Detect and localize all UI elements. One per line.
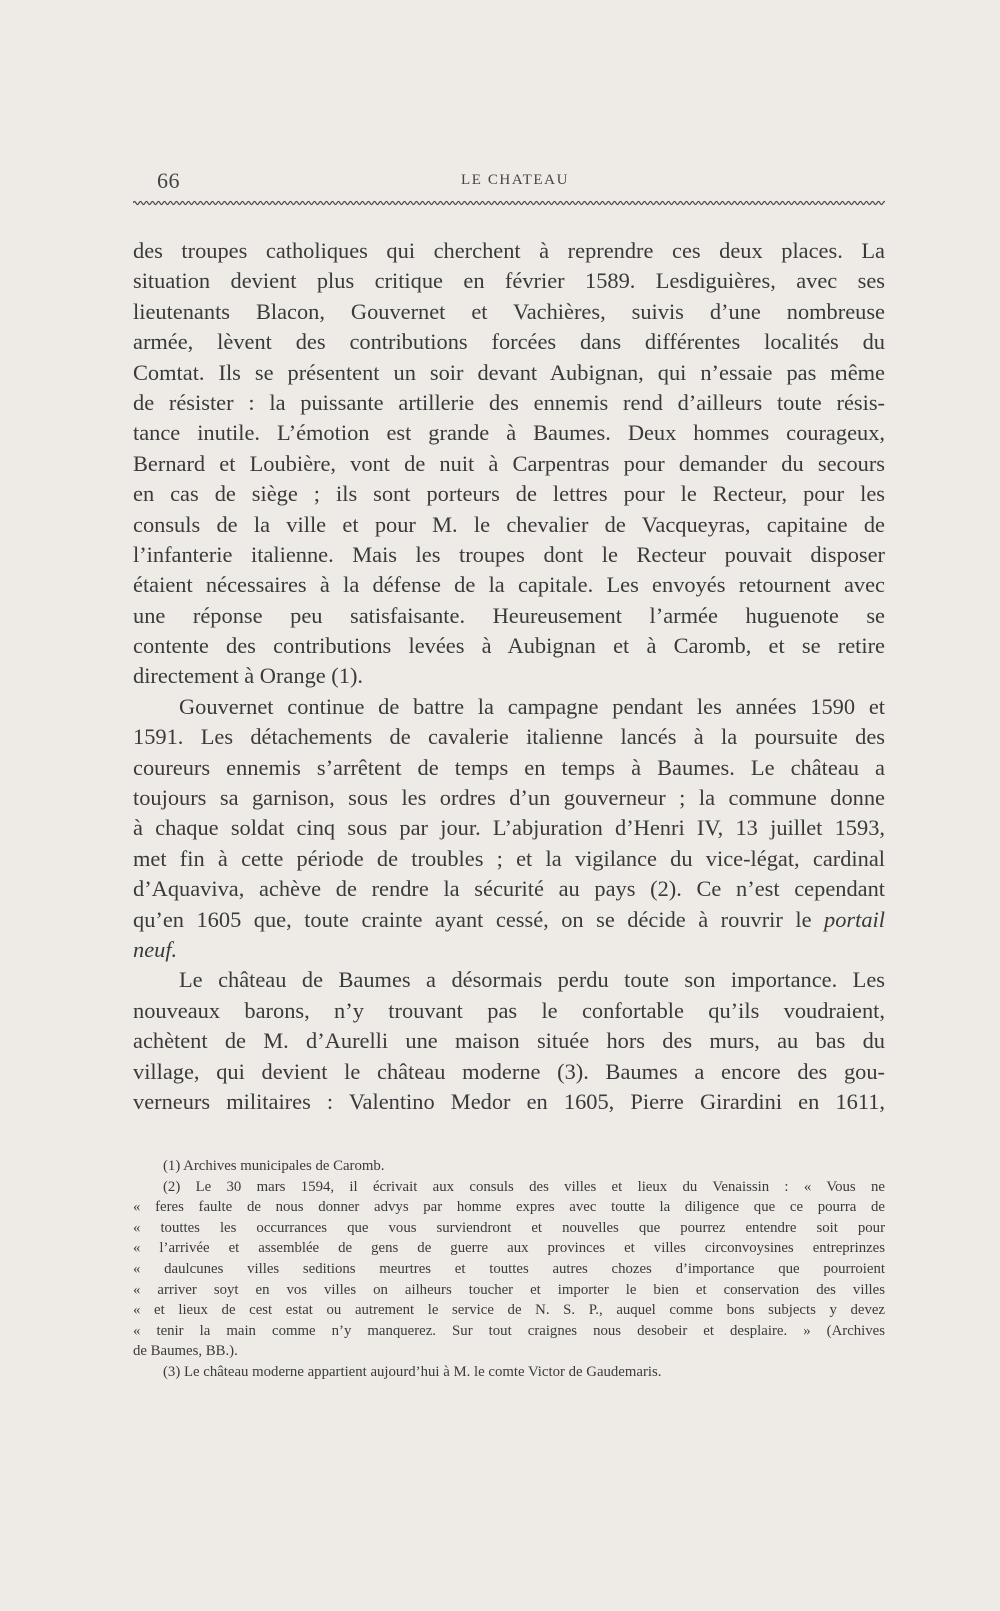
footnote-line: (1) Archives municipales de Caromb. — [163, 1158, 385, 1174]
text-line: lieutenants Blacon, Gouvernet et Vachières, suivis d’une nombreuse — [133, 298, 885, 324]
footnote-line: (2) Le 30 mars 1594, il écrivait aux consuls des villes et lieux du Venaissin : « Vous ne — [163, 1178, 885, 1195]
text-line: toujours sa garnison, sous les ordres d’un gouverneur ; la commune donne — [133, 785, 885, 811]
text-line: met fin à cette période de troubles ; et la vigilance du vice-légat, cardinal — [133, 845, 885, 871]
text-span: qu’en 1605 que, toute crainte ayant cessé, on se décide à rouvrir le — [133, 906, 812, 932]
text-line: Comtat. Ils se présentent un soir devant Aubignan, qui n’essaie pas même — [133, 359, 885, 385]
text-line: neuf. — [133, 936, 178, 962]
text-line: coureurs ennemis s’arrêtent de temps en temps à Baumes. Le château a — [133, 754, 885, 780]
footnote-line: « arriver soyt en vos villes on ailheurs toucher et importer le bien et conservation des villes — [133, 1281, 885, 1298]
text-line: nouveaux barons, n’y trouvant pas le confortable qu’ils voudraient, — [133, 997, 885, 1023]
text-line: achètent de M. d’Aurelli une maison située hors des murs, au bas du — [133, 1028, 885, 1054]
text-line: contente des contributions levées à Aubignan et à Caromb, et se retire — [133, 633, 885, 659]
footnote-line: de Baumes, BB.). — [133, 1343, 238, 1360]
text-line: tance inutile. L’émotion est grande à Baumes. Deux hommes courageux, — [133, 420, 885, 446]
text-line: à chaque soldat cinq sous par jour. L’abjuration d’Henri IV, 13 juillet 1593, — [133, 815, 885, 841]
footnotes — [133, 1156, 885, 1383]
text-line: verneurs militaires : Valentino Medor en 1605, Pierre Girardini en 1611, — [133, 1088, 885, 1114]
footnote-line: (3) Le château moderne appartient aujourd’hui à M. le comte Victor de Gaudemaris. — [163, 1363, 662, 1380]
text-line: de résister : la puissante artillerie des ennemis rend d’ailleurs toute résis- — [133, 389, 885, 415]
footnote-line: « et lieux de cest estat ou autrement le service de N. S. P., auquel comme bons subjects y devez — [133, 1302, 885, 1319]
footnote-line: « daulcunes villes seditions meurtres et touttes autres chozes d’importance que pourroient — [133, 1260, 885, 1277]
text-line-with-italic — [133, 905, 885, 935]
text-line: d’Aquaviva, achève de rendre la sécurité au pays (2). Ce n’est cependant — [133, 876, 885, 902]
text-line: en cas de siège ; ils sont porteurs de lettres pour le Recteur, pour les — [133, 481, 885, 507]
text-line: des troupes catholiques qui cherchent à reprendre ces deux places. La — [133, 238, 885, 263]
footnote-line: « tenir la main comme n’y manquerez. Sur tout craignes nous desobeir et desplaire. » (Archives — [133, 1322, 885, 1339]
text-line: situation devient plus critique en février 1589. Lesdiguières, avec ses — [133, 268, 885, 294]
italic-phrase: portail — [824, 906, 885, 932]
text-line: 1591. Les détachements de cavalerie italienne lancés à la poursuite des — [133, 724, 885, 750]
footnote-line: « feres faulte de nous donner advys par homme expres avec toutte la diligence que ce pourra de — [133, 1199, 885, 1216]
text-line: étaient nécessaires à la défense de la capitale. Les envoyés retournent avec — [133, 572, 885, 598]
text-line: village, qui devient le château moderne (3). Baumes a encore des gou- — [133, 1058, 885, 1084]
text-line: une réponse peu satisfaisante. Heureusement l’armée huguenote se — [133, 602, 885, 628]
text-line: Le château de Baumes a désormais perdu toute son importance. Les — [179, 967, 885, 993]
text-line: Gouvernet continue de battre la campagne pendant les années 1590 et — [179, 693, 885, 719]
text-line: consuls de la ville et pour M. le chevalier de Vacqueyras, capitaine de — [133, 511, 885, 537]
running-head: LE CHATEAU — [460, 172, 570, 188]
wavy-rule — [133, 199, 885, 207]
page-number: 66 — [157, 168, 180, 193]
footnote-line: « touttes les occurrances que vous surviendront et nouvelles que pourrez entendre soit pour — [133, 1219, 885, 1236]
text-line: l’infanterie italienne. Mais les troupes dont le Recteur pouvait disposer — [133, 541, 885, 567]
footnote-line: « l’arrivée et assemblée de gens de guerre aux provinces et villes circonvoysines entreprinzes — [133, 1240, 885, 1257]
text-line: armée, lèvent des contributions forcées dans différentes localités du — [133, 329, 885, 355]
page-header — [150, 168, 880, 198]
main-text — [133, 236, 885, 1117]
text-line: directement à Orange (1). — [133, 663, 364, 689]
text-line: Bernard et Loubière, vont de nuit à Carpentras pour demander du secours — [133, 450, 885, 476]
